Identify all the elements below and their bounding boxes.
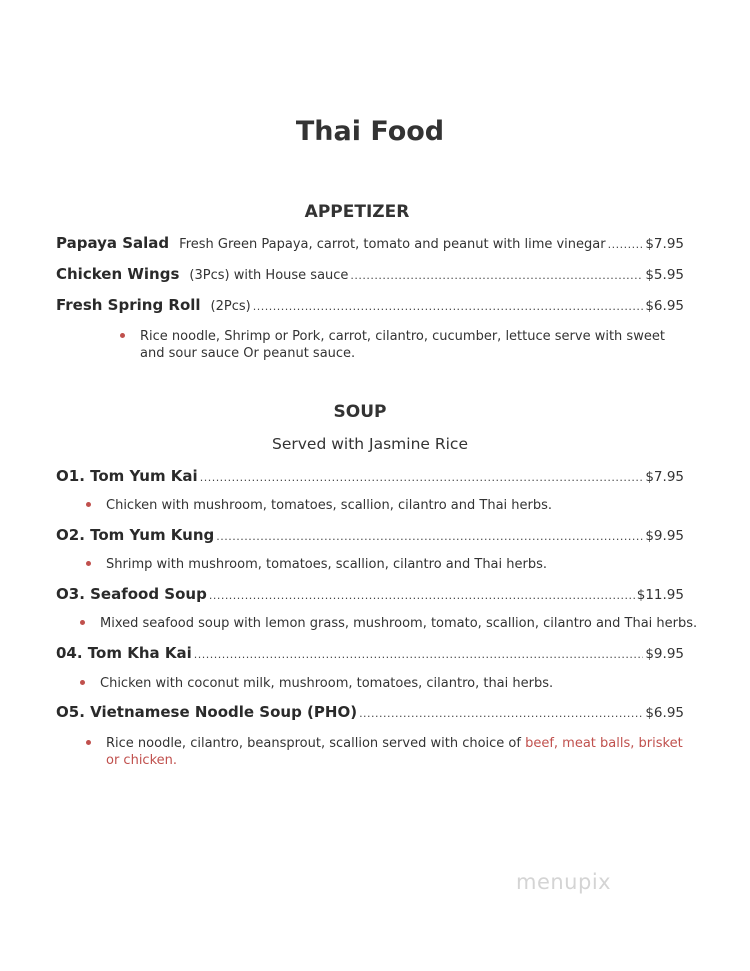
- dot-leader: [216, 530, 643, 543]
- menu-item-chicken-wings: [56, 265, 684, 283]
- bullet-icon: [80, 620, 85, 625]
- item-name: Fresh Spring Roll: [56, 296, 201, 314]
- menu-item-fresh-spring-roll: [56, 296, 684, 314]
- item-description: Fresh Green Papaya, carrot, tomato and peanut with lime vinegar: [179, 237, 606, 252]
- menu-item-seafood-soup: [56, 585, 684, 603]
- dot-leader: [359, 707, 643, 720]
- item-note: [84, 735, 686, 769]
- dot-leader: [350, 269, 643, 282]
- item-price: $5.95: [645, 267, 684, 283]
- item-note: [78, 615, 700, 632]
- dot-leader: [253, 300, 644, 313]
- dot-leader: [608, 238, 644, 251]
- page-title: Thai Food: [295, 116, 445, 147]
- item-price: $9.95: [645, 646, 684, 662]
- item-price: $11.95: [636, 587, 684, 603]
- bullet-icon: [86, 740, 91, 745]
- dot-leader: [194, 648, 644, 661]
- item-price: $9.95: [645, 528, 684, 544]
- item-note: [78, 675, 660, 692]
- note-text: Shrimp with mushroom, tomatoes, scallion, cilantro and Thai herbs.: [106, 557, 548, 572]
- menu-item-papaya-salad: [56, 234, 684, 252]
- soup-heading: SOUP: [333, 402, 387, 422]
- dot-leader: [209, 589, 635, 602]
- item-price: $7.95: [645, 236, 684, 252]
- appetizer-heading: APPETIZER: [304, 202, 410, 222]
- dot-leader: [200, 471, 644, 484]
- item-name: O2. Tom Yum Kung: [56, 526, 215, 544]
- watermark-logo: menupix: [516, 870, 612, 894]
- note-text: Chicken with coconut milk, mushroom, tomatoes, cilantro, thai herbs.: [100, 676, 554, 691]
- item-name: 04. Tom Kha Kai: [56, 644, 192, 662]
- note-text: Rice noodle, cilantro, beansprout, scallion served with choice of: [106, 736, 526, 751]
- item-note: [84, 497, 666, 514]
- soup-subtitle: Served with Jasmine Rice: [271, 435, 468, 453]
- item-name: O5. Vietnamese Noodle Soup (PHO): [56, 703, 358, 721]
- menu-item-tom-yum-kai: [56, 467, 684, 485]
- bullet-icon: [80, 680, 85, 685]
- bullet-icon: [120, 333, 125, 338]
- note-text: Mixed seafood soup with lemon grass, mushroom, tomato, scallion, cilantro and Thai herbs.: [100, 616, 698, 631]
- note-text: Chicken with mushroom, tomatoes, scallion, cilantro and Thai herbs.: [106, 498, 553, 513]
- item-price: $7.95: [645, 469, 684, 485]
- item-name: Papaya Salad: [56, 234, 170, 252]
- item-description: (3Pcs) with House sauce: [189, 268, 349, 283]
- note-highlight: beef, meat balls, brisket or chicken.: [106, 736, 683, 768]
- menu-item-tom-yum-kung: [56, 526, 684, 544]
- menu-item-vietnamese-noodle-soup: [56, 703, 684, 721]
- note-text: Rice noodle, Shrimp or Pork, carrot, cilantro, cucumber, lettuce serve with sweet and sour sauce Or peanut sauce.: [140, 329, 665, 361]
- item-name: Chicken Wings: [56, 265, 180, 283]
- item-note: [118, 328, 685, 362]
- item-name: O1. Tom Yum Kai: [56, 467, 198, 485]
- item-description: (2Pcs): [210, 299, 251, 314]
- item-name: O3. Seafood Soup: [56, 585, 207, 603]
- bullet-icon: [86, 561, 91, 566]
- item-price: $6.95: [645, 298, 684, 314]
- menu-item-tom-kha-kai: [56, 644, 684, 662]
- bullet-icon: [86, 502, 91, 507]
- item-price: $6.95: [645, 705, 684, 721]
- item-note: [84, 556, 666, 573]
